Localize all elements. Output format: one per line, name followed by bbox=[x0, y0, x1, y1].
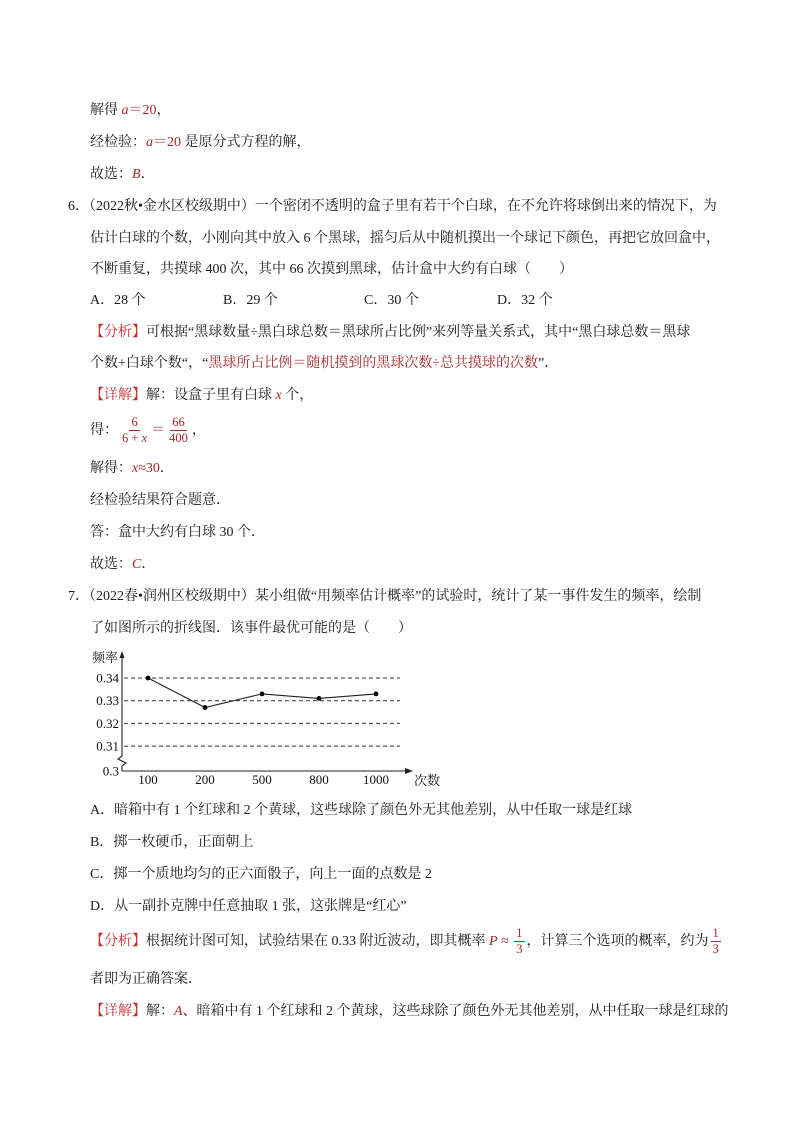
x-tick-label: 800 bbox=[309, 772, 329, 787]
q6-check-line: 经检验结果符合题意． bbox=[90, 493, 230, 508]
chart-marks bbox=[138, 676, 389, 787]
q7-detail-line bbox=[90, 1002, 729, 1022]
q6-stem-line bbox=[90, 229, 720, 249]
analysis-label: 【分析】 bbox=[90, 325, 146, 340]
detail-text: 个， bbox=[281, 388, 314, 403]
x-tick-label: 500 bbox=[252, 772, 272, 787]
math-variable: A bbox=[174, 1004, 183, 1019]
detail-text: ， bbox=[191, 423, 206, 438]
text-segment: ， bbox=[156, 103, 171, 118]
math-variable: x bbox=[141, 431, 148, 446]
q6-answer-line bbox=[90, 555, 155, 575]
question-stem-text: 某小组做“用频率估计概率”的试验时，统计了某一事件发生的频率，绘制 bbox=[254, 589, 702, 604]
question-number: 7． bbox=[68, 589, 89, 604]
text-segment: 是原分式方程的解， bbox=[181, 135, 311, 150]
fraction-denominator bbox=[120, 431, 149, 446]
analysis-text: ”． bbox=[538, 356, 559, 371]
question-stem-text: 不断重复，共摸球 400 次，其中 66 次摸到黑球，估计盒中大约有白球（ ） bbox=[90, 262, 573, 277]
data-point bbox=[203, 705, 208, 710]
q6-detail-line bbox=[90, 386, 313, 406]
math-variable: P bbox=[489, 934, 498, 949]
fraction-numerator: 66 bbox=[172, 415, 185, 430]
detail-text: 得： bbox=[90, 423, 118, 438]
q6-option-b: B．29 个 bbox=[223, 293, 278, 308]
math-expression: ＝20 bbox=[128, 103, 157, 118]
question-source: （2022秋•金水区校级期中） bbox=[89, 199, 255, 214]
detail-label: 【详解】 bbox=[90, 1004, 146, 1019]
q6-equation-line bbox=[90, 413, 206, 449]
analysis-label: 【分析】 bbox=[90, 934, 146, 949]
q6-analysis-line bbox=[90, 323, 690, 343]
text-segment: 解得 bbox=[90, 103, 122, 118]
q7-stem-line bbox=[90, 619, 412, 639]
question-source: （2022春•润州区校级期中） bbox=[89, 589, 255, 604]
fraction-numerator: 1 bbox=[516, 926, 523, 941]
fraction bbox=[514, 926, 524, 957]
q7-option-b: B．掷一枚硬币，正面朝上 bbox=[90, 835, 254, 850]
q7-analysis-line bbox=[90, 924, 723, 960]
y-axis-label: 频率 bbox=[92, 650, 119, 665]
fraction-denominator: 3 bbox=[712, 942, 719, 957]
y-tick-label: 0.31 bbox=[96, 738, 119, 754]
math-variable: a bbox=[146, 135, 153, 150]
y-axis-arrow bbox=[120, 651, 125, 658]
text-segment: 故选： bbox=[90, 167, 132, 182]
y-tick-label: 0.34 bbox=[96, 670, 119, 686]
math-expression: ＝20 bbox=[153, 135, 181, 150]
fraction-denominator: 3 bbox=[516, 942, 523, 957]
detail-text: 故选： bbox=[90, 557, 132, 572]
analysis-text: 可根据“黑球数量÷黑白球总数＝黑球所占比例”来列等量关系式，其中“黑白球总数＝黑球 bbox=[146, 325, 691, 340]
text-segment: 经检验： bbox=[90, 135, 146, 150]
chart-grid bbox=[96, 671, 400, 779]
y-tick-label: 0.32 bbox=[96, 715, 119, 731]
approx-sign: ≈ bbox=[497, 934, 513, 949]
q6-stem-line bbox=[68, 197, 717, 217]
q6-analysis-line bbox=[90, 354, 558, 374]
detail-text: ． bbox=[159, 461, 174, 476]
question-stem-text: 了如图所示的折线图．该事件最优可能的是（ ） bbox=[90, 621, 412, 636]
q6-option-a: A．28 个 bbox=[90, 293, 146, 308]
fraction-numerator: 1 bbox=[712, 926, 719, 941]
x-tick-label: 1000 bbox=[363, 772, 389, 787]
analysis-text: ，计算三个选项的概率，约为 bbox=[526, 934, 709, 949]
answer-choice: C bbox=[132, 557, 142, 572]
fraction bbox=[711, 926, 721, 957]
q6-option-d: D．32 个 bbox=[497, 293, 553, 308]
equals-sign: ＝ bbox=[151, 423, 166, 438]
y-tick-label: 0.3 bbox=[102, 763, 119, 779]
y-tick-label: 0.33 bbox=[96, 693, 119, 709]
analysis-formula: 黑球所占比例＝随机摸到的黑球次数÷总共摸球的次数 bbox=[208, 356, 539, 371]
fraction-numerator: 6 bbox=[131, 415, 138, 430]
analysis-text: 根据统计图可知，试验结果在 0.33 附近波动，即其概率 bbox=[146, 934, 489, 949]
fraction bbox=[120, 415, 149, 446]
detail-label: 【详解】 bbox=[90, 388, 146, 403]
data-point bbox=[317, 696, 322, 701]
answer-choice: B bbox=[132, 167, 141, 182]
q6-option-c: C．30 个 bbox=[364, 293, 419, 308]
detail-text: ． bbox=[141, 557, 156, 572]
analysis-text: 个数+白球个数“，“ bbox=[90, 356, 209, 371]
x-axis-label: 次数 bbox=[414, 773, 441, 788]
x-tick-label: 100 bbox=[138, 772, 158, 787]
q6-solve-line bbox=[90, 459, 174, 479]
q5-check-line bbox=[90, 133, 311, 153]
text-segment: ． bbox=[140, 167, 155, 182]
q7-option-a: A．暗箱中有 1 个红球和 2 个黄球，这些球除了颜色外无其他差别，从中任取一球是红球 bbox=[90, 803, 633, 818]
math-expression: ≈30 bbox=[138, 461, 160, 476]
q5-answer-line bbox=[90, 165, 155, 185]
data-point bbox=[374, 692, 379, 697]
math-variable: x bbox=[275, 388, 282, 403]
detail-text: 解：设盒子里有白球 bbox=[146, 388, 276, 403]
math-variable: x bbox=[132, 461, 139, 476]
question-stem-text: 一个密闭不透明的盒子里有若干个白球，在不允许将球倒出来的情况下，为 bbox=[254, 199, 717, 214]
q5-solve-line bbox=[90, 101, 171, 121]
data-point bbox=[260, 692, 265, 697]
q7-stem-line bbox=[68, 587, 701, 607]
x-tick-label: 200 bbox=[195, 772, 215, 787]
fraction-denominator: 400 bbox=[169, 431, 188, 446]
q7-option-d: D．从一副扑克牌中任意抽取 1 张，这张牌是“红心” bbox=[90, 899, 407, 914]
q7-analysis-line: 者即为正确答案． bbox=[90, 972, 202, 987]
y-axis bbox=[118, 656, 126, 771]
math-variable: a bbox=[121, 103, 129, 118]
detail-text: 解得： bbox=[90, 461, 132, 476]
q7-option-c: C．掷一个质地均匀的正六面骰子，向上一面的点数是 2 bbox=[90, 867, 432, 882]
fraction bbox=[167, 415, 190, 446]
q6-conclusion-line: 答：盒中大约有白球 30 个． bbox=[90, 525, 265, 540]
question-stem-text: 估计白球的个数，小刚向其中放入 6 个黑球，摇匀后从中随机摸出一个球记下颜色，再把它放回盒中， bbox=[90, 231, 720, 246]
detail-text: 、暗箱中有 1 个红球和 2 个黄球，这些球除了颜色外无其他差别，从中任取一球是红球的 bbox=[182, 1004, 729, 1019]
q6-stem-line bbox=[90, 260, 573, 280]
data-point bbox=[146, 676, 151, 681]
question-number: 6． bbox=[68, 199, 89, 214]
x-axis-arrow bbox=[405, 768, 413, 774]
denominator-text: 6 + bbox=[122, 431, 142, 446]
frequency-line-chart bbox=[88, 648, 448, 790]
detail-text: 解： bbox=[146, 1004, 174, 1019]
